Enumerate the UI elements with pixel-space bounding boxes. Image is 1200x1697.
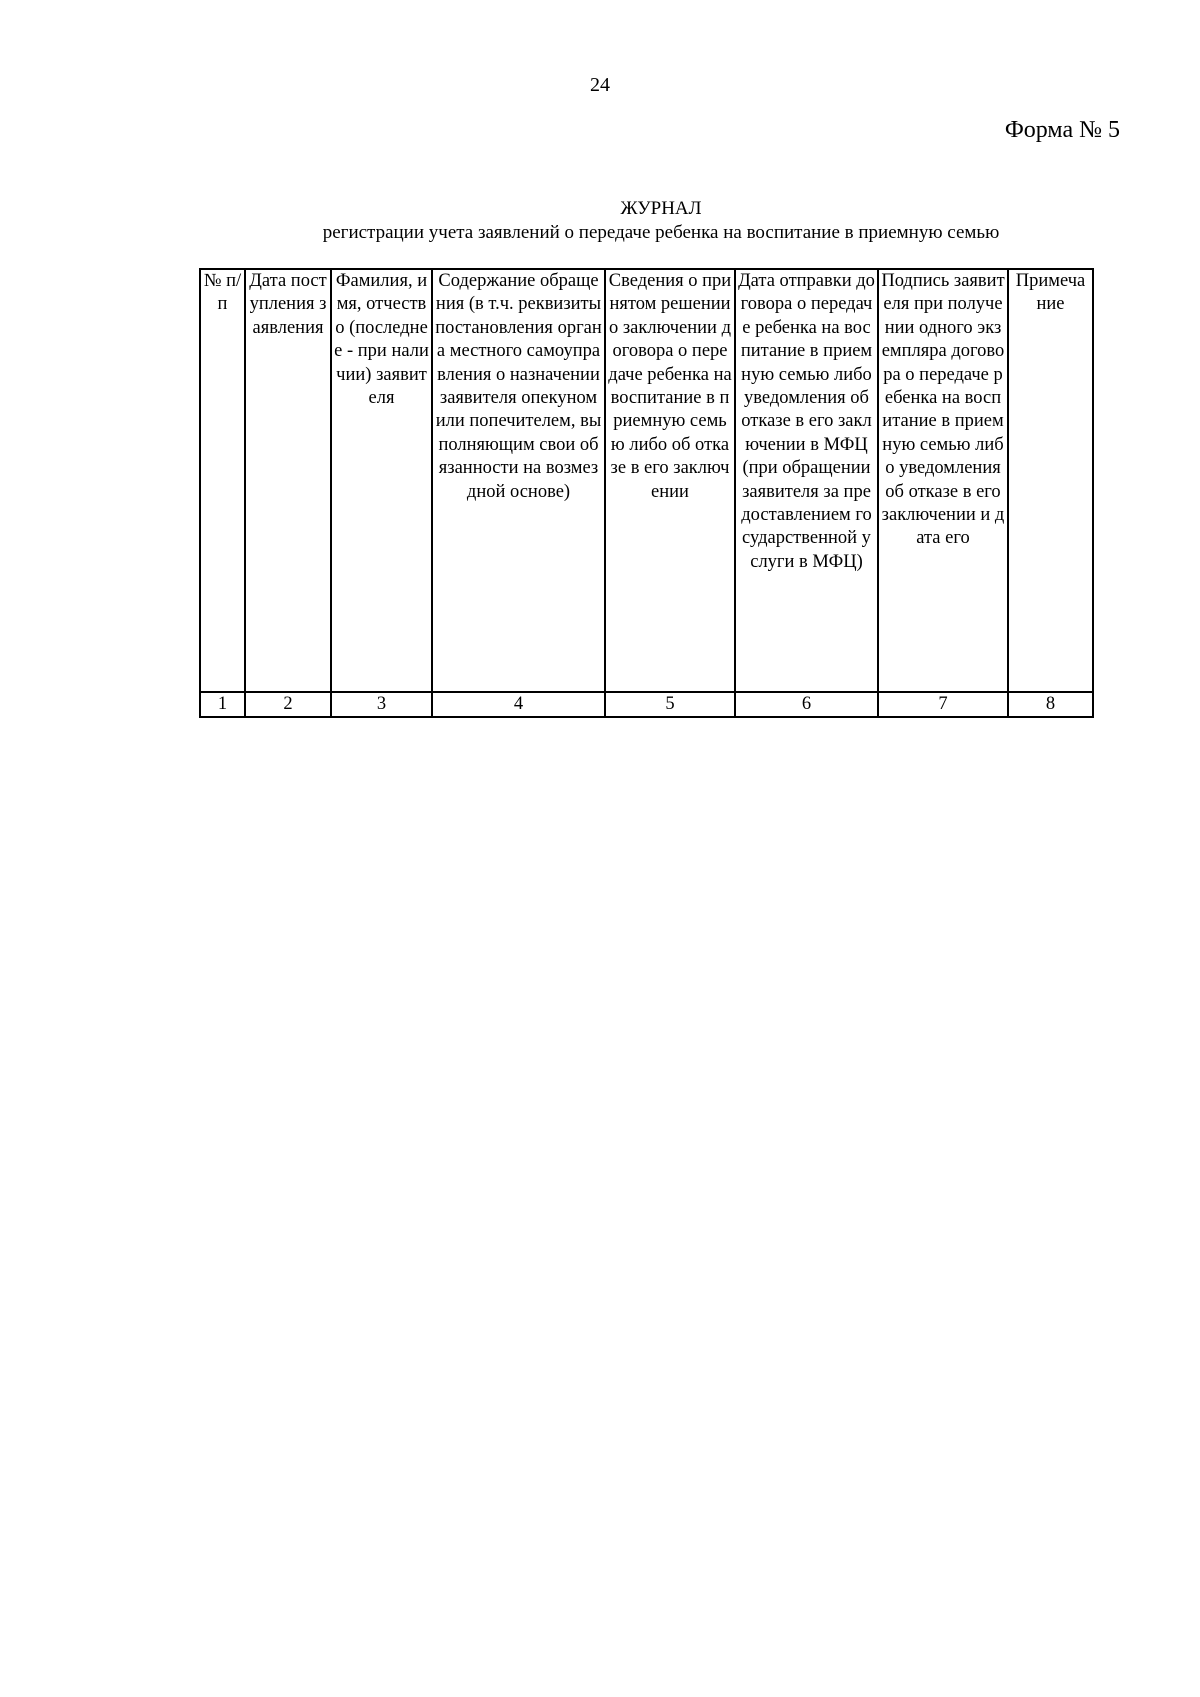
column-number-cell: 1 <box>200 692 245 717</box>
column-number-cell: 4 <box>432 692 605 717</box>
column-number-cell: 7 <box>878 692 1008 717</box>
table-number-row <box>200 692 1093 717</box>
column-number-cell: 6 <box>735 692 878 717</box>
header-cell-applicant-signature: Подпись заявителя при получении одного экземпляра договора о передаче ребенка на воспитание в приемную семью либо уведомления об отказе в его заключении и дата его <box>878 269 1008 692</box>
header-cell-request-content: Содержание обращения (в т.ч. реквизиты постановления органа местного самоуправления о назначении заявителя опекуном или попечителем, выполняющим свои обязанности на возмездной основе) <box>432 269 605 692</box>
header-cell-date-received: Дата поступления заявления <box>245 269 331 692</box>
document-subtitle: регистрации учета заявлений о передаче ребенка на воспитание в приемную семью <box>322 222 1000 243</box>
column-number-cell: 3 <box>331 692 432 717</box>
header-cell-note: Примечание <box>1008 269 1093 692</box>
column-number-cell: 5 <box>605 692 735 717</box>
column-number-cell: 8 <box>1008 692 1093 717</box>
page-number: 24 <box>590 74 610 96</box>
journal-table <box>199 268 1094 718</box>
header-cell-dispatch-date: Дата отправки договора о передаче ребенка на воспитание в приемную семью либо уведомления об отказе в его заключении в МФЦ (при обращении заявителя за предоставлением государственной услуги в МФЦ) <box>735 269 878 692</box>
document-title: ЖУРНАЛ <box>620 198 702 219</box>
table-header-row <box>200 269 1093 692</box>
header-cell-applicant-name: Фамилия, имя, отчество (последнее - при наличии) заявителя <box>331 269 432 692</box>
header-cell-decision-info: Сведения о принятом решении о заключении договора о передаче ребенка на воспитание в приемную семью либо об отказе в его заключении <box>605 269 735 692</box>
form-label: Форма № 5 <box>1004 117 1120 143</box>
header-cell-number: № п/п <box>200 269 245 692</box>
column-number-cell: 2 <box>245 692 331 717</box>
